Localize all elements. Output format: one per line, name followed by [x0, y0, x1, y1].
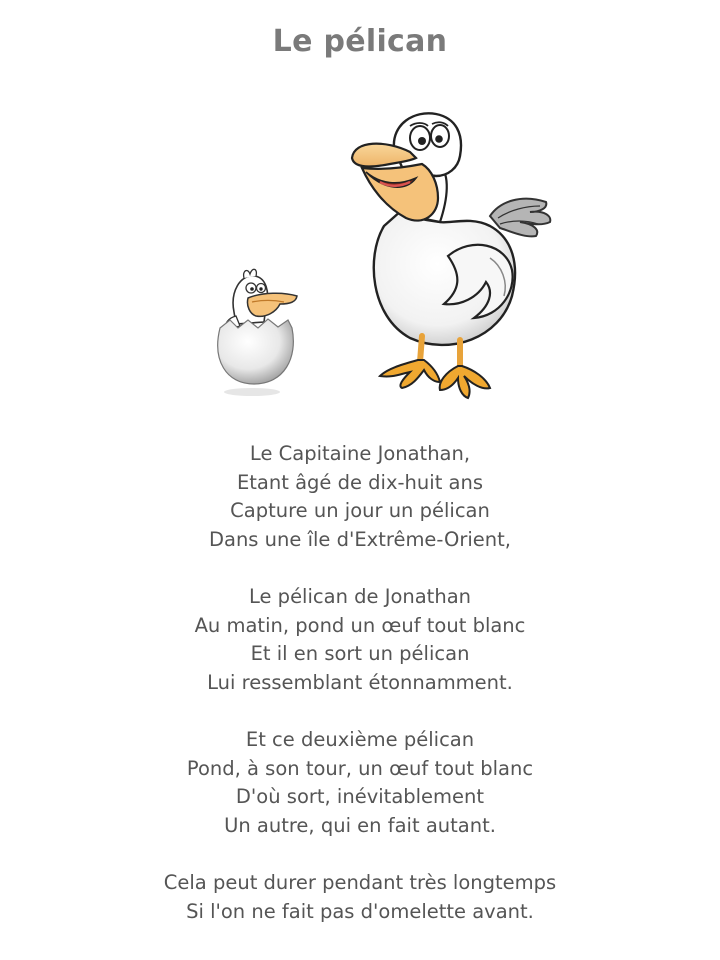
poem-line: Et il en sort un pélican: [250, 642, 470, 666]
chick-in-egg-illustration: [200, 262, 305, 402]
poem: [0, 440, 720, 955]
poem-line: Pond, à son tour, un œuf tout blanc: [186, 756, 534, 780]
poem-line: Au matin, pond un œuf tout blanc: [194, 613, 526, 637]
poem-line: Capture un jour un pélican: [230, 499, 490, 523]
poem-line: Lui ressemblant étonnamment.: [207, 670, 513, 694]
poem-line: Cela peut durer pendant très longtemps: [163, 870, 557, 894]
poem-line: Le pélican de Jonathan: [248, 584, 472, 608]
poem-line: Etant âgé de dix-huit ans: [236, 470, 484, 494]
stanza-3: [0, 726, 720, 840]
stanza-1: [0, 440, 720, 554]
poem-line: Un autre, qui en fait autant.: [224, 813, 496, 837]
poem-line: Si l'on ne fait pas d'omelette avant.: [186, 899, 534, 923]
stanza-4: [0, 869, 720, 926]
poem-line: Et ce deuxième pélican: [245, 727, 475, 751]
page-title: Le pélican: [272, 24, 448, 59]
poem-line: Dans une île d'Extrême-Orient,: [208, 527, 511, 551]
poem-line: Le Capitaine Jonathan,: [249, 442, 471, 465]
stanza-2: [0, 583, 720, 697]
poem-line: D'où sort, inévitablement: [235, 785, 485, 809]
pelican-illustration: [340, 106, 560, 406]
